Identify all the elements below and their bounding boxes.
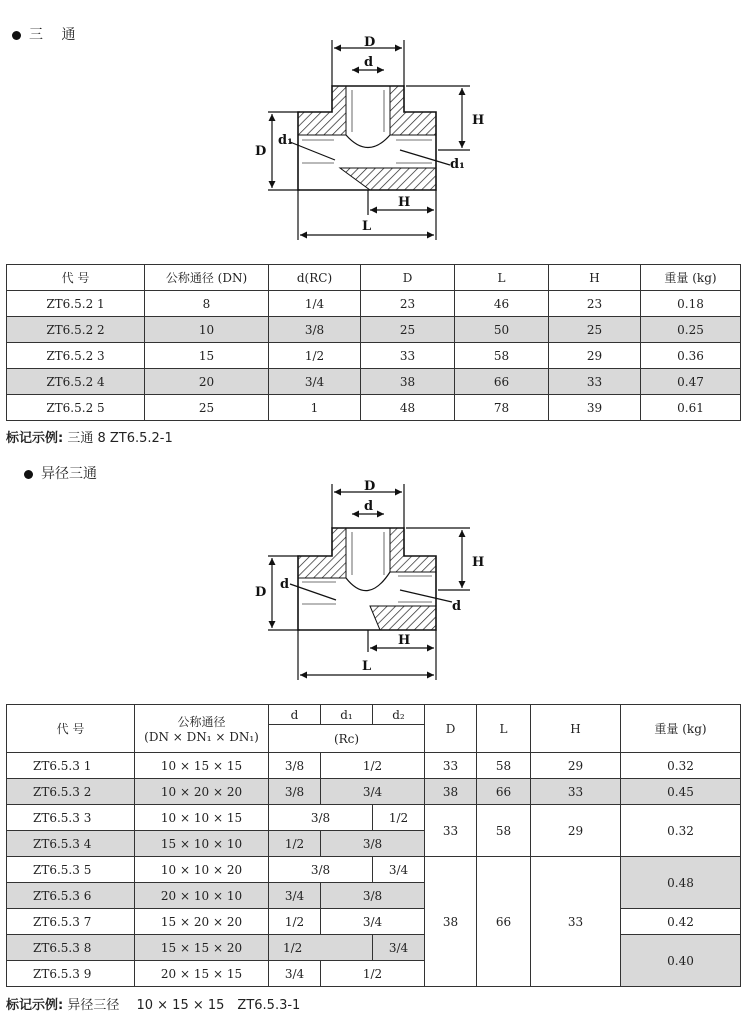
label-H: H xyxy=(472,113,485,128)
label-d-right: d xyxy=(452,599,462,614)
table-row: ZT6.5.3 1 10 × 15 × 15 3/8 1/2 33 58 29 0.32 xyxy=(7,753,741,779)
section-title-reducing-tee: 异径三通 xyxy=(24,463,97,483)
tee-table-header: 代 号 公称通径 (DN) d(RC) D L H 重量 (kg) xyxy=(7,265,741,291)
table-row: ZT6.5.3 7 15 × 20 × 20 1/2 3/4 0.42 xyxy=(7,909,741,935)
reducing-tee-header-1: 代 号 公称通径 (DN × DN₁ × DN₁) d d₁ d₂ D L H 重量 (kg) xyxy=(7,705,741,725)
table-row: ZT6.5.3 6 20 × 10 × 10 3/4 3/8 xyxy=(7,883,741,909)
reducing-tee-marking-example: 标记示例: 异径三径 10 × 15 × 15 ZT6.5.3-1 xyxy=(6,998,301,1013)
section-title-tee: 三 通 xyxy=(12,24,75,44)
table-row: ZT6.5.2 4 20 3/4 38 66 33 0.47 xyxy=(7,369,741,395)
table-row: ZT6.5.3 8 15 × 15 × 20 1/2 3/4 0.40 xyxy=(7,935,741,961)
label-L: L xyxy=(362,219,372,234)
label-d: d xyxy=(364,55,374,70)
label-d1-right: d₁ xyxy=(450,157,465,172)
label-H-bottom: H xyxy=(398,633,411,648)
label-d-left: d xyxy=(280,577,290,592)
table-row: ZT6.5.2 5 25 1 48 78 39 0.61 xyxy=(7,395,741,421)
table-row: ZT6.5.3 2 10 × 20 × 20 3/8 3/4 38 66 33 0.45 xyxy=(7,779,741,805)
label-D: D xyxy=(364,35,376,50)
label-d: d xyxy=(364,499,374,514)
label-D-left: D xyxy=(255,144,267,159)
label-H-bottom: H xyxy=(398,195,411,210)
table-row: ZT6.5.3 9 20 × 15 × 15 3/4 1/2 xyxy=(7,961,741,987)
table-row: ZT6.5.3 4 15 × 10 × 10 1/2 3/8 xyxy=(7,831,741,857)
label-d1: d₁ xyxy=(278,133,293,148)
table-row: ZT6.5.3 5 10 × 10 × 20 3/8 3/4 38 66 33 0.48 xyxy=(7,857,741,883)
table-row: ZT6.5.2 3 15 1/2 33 58 29 0.36 xyxy=(7,343,741,369)
label-H: H xyxy=(472,555,485,570)
table-row: ZT6.5.2 1 8 1/4 23 46 23 0.18 xyxy=(7,291,741,317)
label-D: D xyxy=(364,479,376,494)
table-row: ZT6.5.2 2 10 3/8 25 50 25 0.25 xyxy=(7,317,741,343)
tee-marking-example: 标记示例: 三通 8 ZT6.5.2-1 xyxy=(6,431,173,446)
label-D-left: D xyxy=(255,585,267,600)
reducing-tee-table: 代 号 公称通径 (DN × DN₁ × DN₁) d d₁ d₂ D L H 重量 (kg) (Rc) ZT6.5.3 1 10 × 15 × 15 3/8 1/2 33 58 29 0.32 ZT6.5.3 2 10 × 20 × 20 3/8 3/4 38 66 33 0.45 ZT6.5.3 3 10 × 10 × 15 3/8 1/2 33 58 29 0.32 ZT6.5.3 4 15 × 10 × 10 1/2 3/8 ZT6.5.3 5 10 × 10 × 20 3/8 3/4 38 66 33 0.48 ZT6.5.3 6 20 × 10 × 10 3/4 3/8 ZT6.5.3 7 15 × 20 × 20 1/2 3/4 0.42 ZT6.5.3 8 15 × 15 × 20 1/2 3/4 0.40 ZT6.5.3 9 20 × 15 × 15 3/4 1/2 xyxy=(6,704,741,987)
label-L: L xyxy=(362,659,372,674)
table-row: ZT6.5.3 3 10 × 10 × 15 3/8 1/2 33 58 29 0.32 xyxy=(7,805,741,831)
